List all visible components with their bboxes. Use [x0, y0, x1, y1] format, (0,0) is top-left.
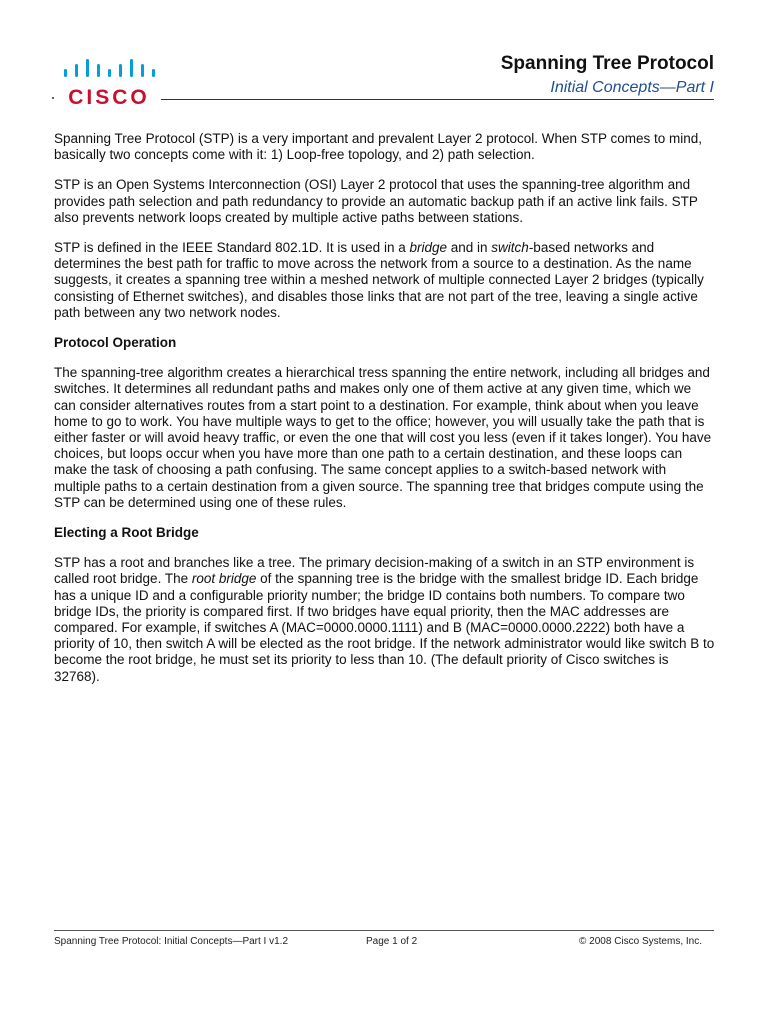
- paragraph-protocol-operation: The spanning-tree algorithm creates a hierarchical tress spanning the entire network, including all bridges and switches. It determines all redundant paths and makes only one of them active at any given time, which we can consider alternatives routes from a start point to a destination. For example, think about when you leave home to go to work. You have multiple ways to get to the office; however, you will usually take the path that is either faster or will avoid heavy traffic, or even the one that will cost you less (even if it takes longer). You have choices, but loops occur when you have more than one path to a certain destination, and these loops can make the task of choosing a path confusing. The same concept applies to a switch-based network with multiple paths to a certain destination from a given source. The spanning tree that bridges compute using the STP can be determined using one of these rules.: [54, 365, 712, 510]
- paragraph-ieee: [54, 240, 716, 321]
- text-run: and in: [447, 240, 492, 256]
- document-body: [54, 131, 716, 699]
- emphasis-root-bridge: root bridge: [191, 571, 257, 587]
- header-rule: [161, 99, 714, 100]
- cisco-logo: [62, 59, 158, 107]
- document-title: Spanning Tree Protocol: [500, 53, 714, 74]
- logo-dot: [52, 97, 54, 99]
- text-run: of the spanning tree is the bridge with the smallest bridge ID. Each bridge has a unique ID and a configurable priority number; the bridge ID contains both numbers. To compare two bridge IDs, the priority is compared first. If two bridges have equal priority, then the MAC addresses are compared. For example, if switches A (MAC=0000.0000.1111) and B (MAC=0000.0000.2222) both have a priority of 10, then switch A will be elected as the root bridge. If the network administrator would like switch B to become the root bridge, he must set its priority to less than 10. (The default priority of Cisco switches is 32768).: [54, 571, 715, 684]
- paragraph-root-bridge: [54, 555, 716, 685]
- footer-rule: [54, 930, 714, 931]
- document-subtitle: Initial Concepts—Part I: [550, 79, 714, 96]
- footer-copyright: © 2008 Cisco Systems, Inc.: [579, 936, 702, 947]
- emphasis-switch: switch: [491, 240, 529, 256]
- text-run: STP is defined in the IEEE Standard 802.1D. It is used in a: [54, 240, 410, 256]
- text-run: -based networks and determines the best path for traffic to move across the network from a source to a destination. As the name suggests, it creates a spanning tree within a meshed network of multiple connected Layer 2 bridges (typically consisting of Ethernet switches), and disables those links that are not part of the tree, leaving a single active path between any two network nodes.: [54, 240, 704, 320]
- text-run: STP has a root and branches like a tree. The primary decision-making of a switch in an STP environment is called root bridge. The: [54, 555, 695, 587]
- cisco-wordmark: CISCO: [68, 86, 150, 107]
- footer-page-number: Page 1 of 2: [366, 936, 418, 947]
- cisco-bridge-icon: [62, 59, 158, 107]
- paragraph-osi: STP is an Open Systems Interconnection (OSI) Layer 2 protocol that uses the spanning-tree algorithm and provides path selection and path redundancy to provide an automatic backup path if an active link fails. STP also prevents network loops created by multiple active paths between stations.: [54, 177, 698, 225]
- heading-electing-root-bridge: Electing a Root Bridge: [54, 525, 199, 541]
- heading-protocol-operation: Protocol Operation: [54, 335, 177, 351]
- footer-document-info: Spanning Tree Protocol: Initial Concepts—Part I v1.2: [54, 936, 289, 947]
- paragraph-intro: Spanning Tree Protocol (STP) is a very important and prevalent Layer 2 protocol. When STP comes to mind, basically two concepts come with it: 1) Loop-free topology, and 2) path selection.: [54, 131, 703, 163]
- emphasis-bridge: bridge: [409, 240, 447, 256]
